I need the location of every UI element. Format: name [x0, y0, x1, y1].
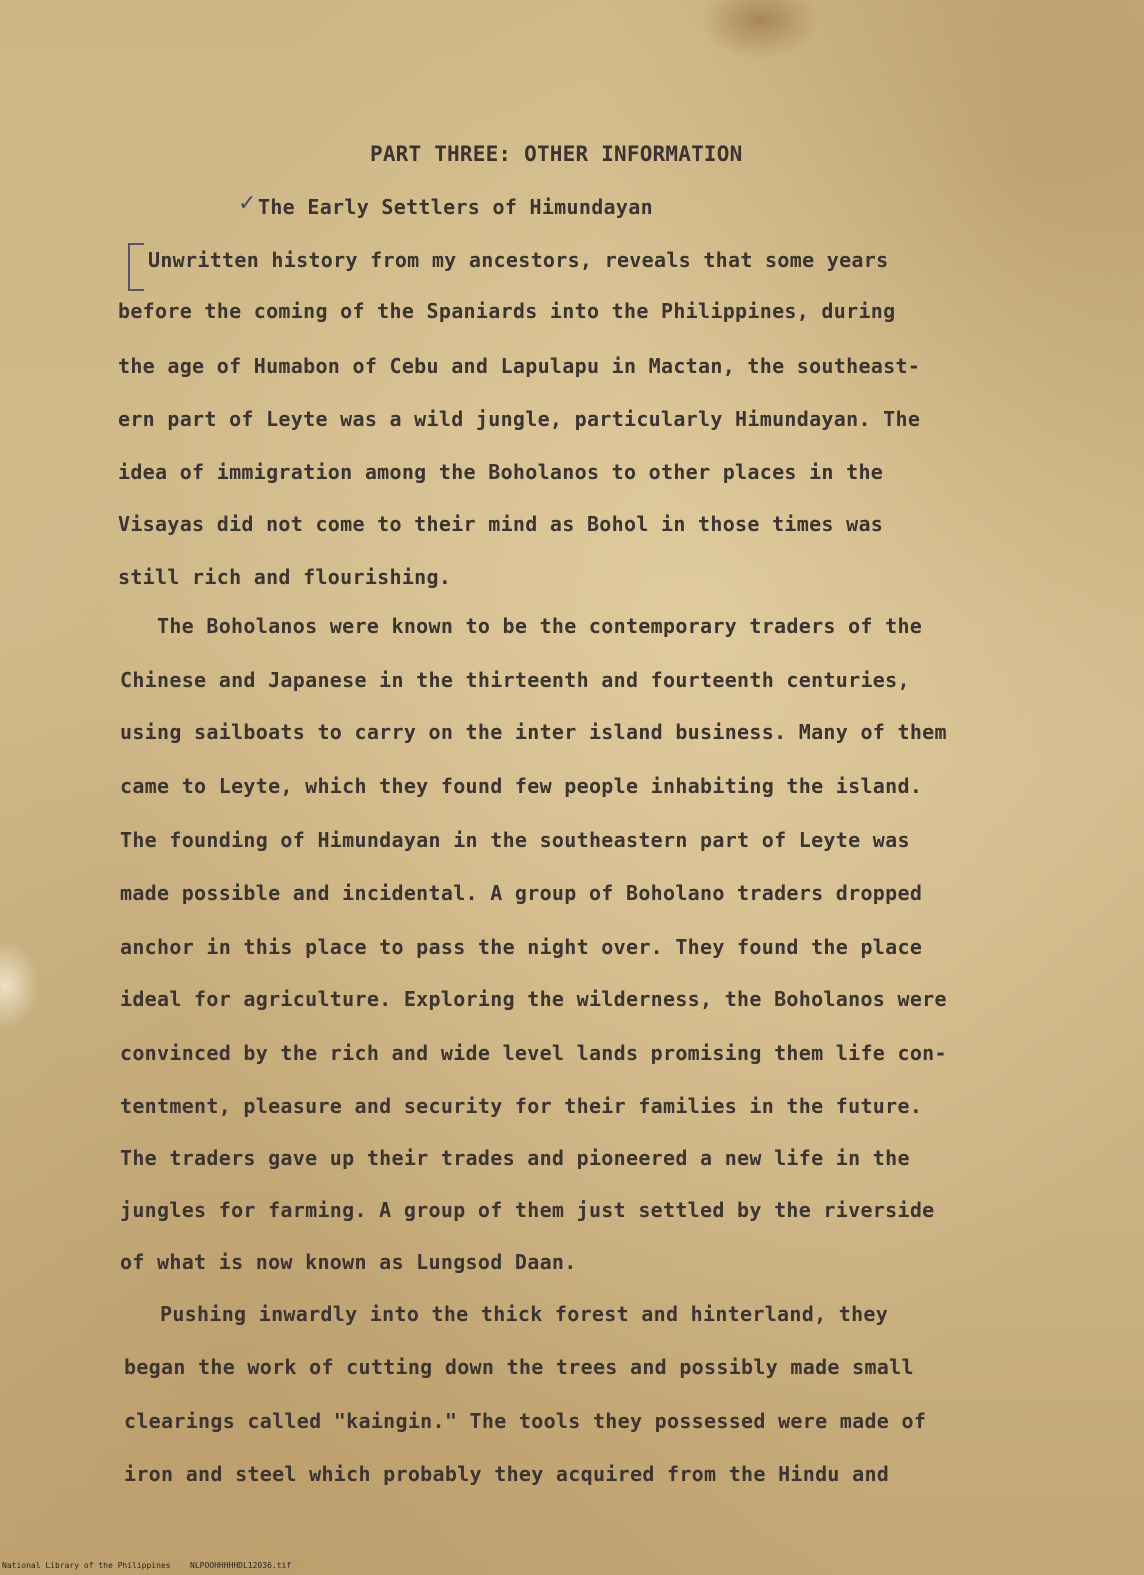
text-line: iron and steel which probably they acquired from the Hindu and — [124, 1462, 890, 1486]
text-line: came to Leyte, which they found few people inhabiting the island. — [120, 774, 923, 798]
text-line: tentment, pleasure and security for their families in the future. — [120, 1094, 923, 1118]
text-line: The traders gave up their trades and pioneered a new life in the — [120, 1146, 910, 1170]
bracket-mark — [128, 243, 144, 291]
section-heading: The Early Settlers of Himundayan — [258, 195, 653, 219]
text-line: Unwritten history from my ancestors, reveals that some years — [148, 248, 889, 272]
text-line: Pushing inwardly into the thick forest and hinterland, they — [160, 1302, 889, 1326]
text-line: convinced by the rich and wide level lands promising them life con- — [120, 1041, 947, 1065]
text-line: The Boholanos were known to be the contemporary traders of the — [157, 614, 923, 638]
text-line: still rich and flourishing. — [118, 565, 452, 589]
text-line: using sailboats to carry on the inter island business. Many of them — [120, 720, 947, 744]
text-line: anchor in this place to pass the night over. They found the place — [120, 935, 923, 959]
text-line: clearings called "kaingin." The tools they possessed were made of — [124, 1409, 927, 1433]
text-line: ern part of Leyte was a wild jungle, particularly Himundayan. The — [118, 407, 921, 431]
text-line: The founding of Himundayan in the southeastern part of Leyte was — [120, 828, 910, 852]
text-line: the age of Humabon of Cebu and Lapulapu in Mactan, the southeast- — [118, 354, 921, 378]
checkmark-icon: ✓ — [238, 191, 257, 216]
footer-library-name: National Library of the Philippines — [2, 1561, 171, 1570]
text-line: before the coming of the Spaniards into the Philippines, during — [118, 299, 896, 323]
scan-footer — [0, 1561, 1144, 1575]
text-line: made possible and incidental. A group of Boholano traders dropped — [120, 881, 923, 905]
footer-file-name: NLPOOHHHHHDL12036.tif — [190, 1561, 292, 1570]
text-line: jungles for farming. A group of them just settled by the riverside — [120, 1198, 935, 1222]
text-line: ideal for agriculture. Exploring the wilderness, the Boholanos were — [120, 987, 947, 1011]
text-line: Visayas did not come to their mind as Bohol in those times was — [118, 512, 884, 536]
text-line: Chinese and Japanese in the thirteenth and fourteenth centuries, — [120, 668, 910, 692]
text-line: idea of immigration among the Boholanos to other places in the — [118, 460, 884, 484]
text-line: of what is now known as Lungsod Daan. — [120, 1250, 577, 1274]
document-title: PART THREE: OTHER INFORMATION — [370, 142, 743, 166]
text-line: began the work of cutting down the trees and possibly made small — [124, 1355, 914, 1379]
